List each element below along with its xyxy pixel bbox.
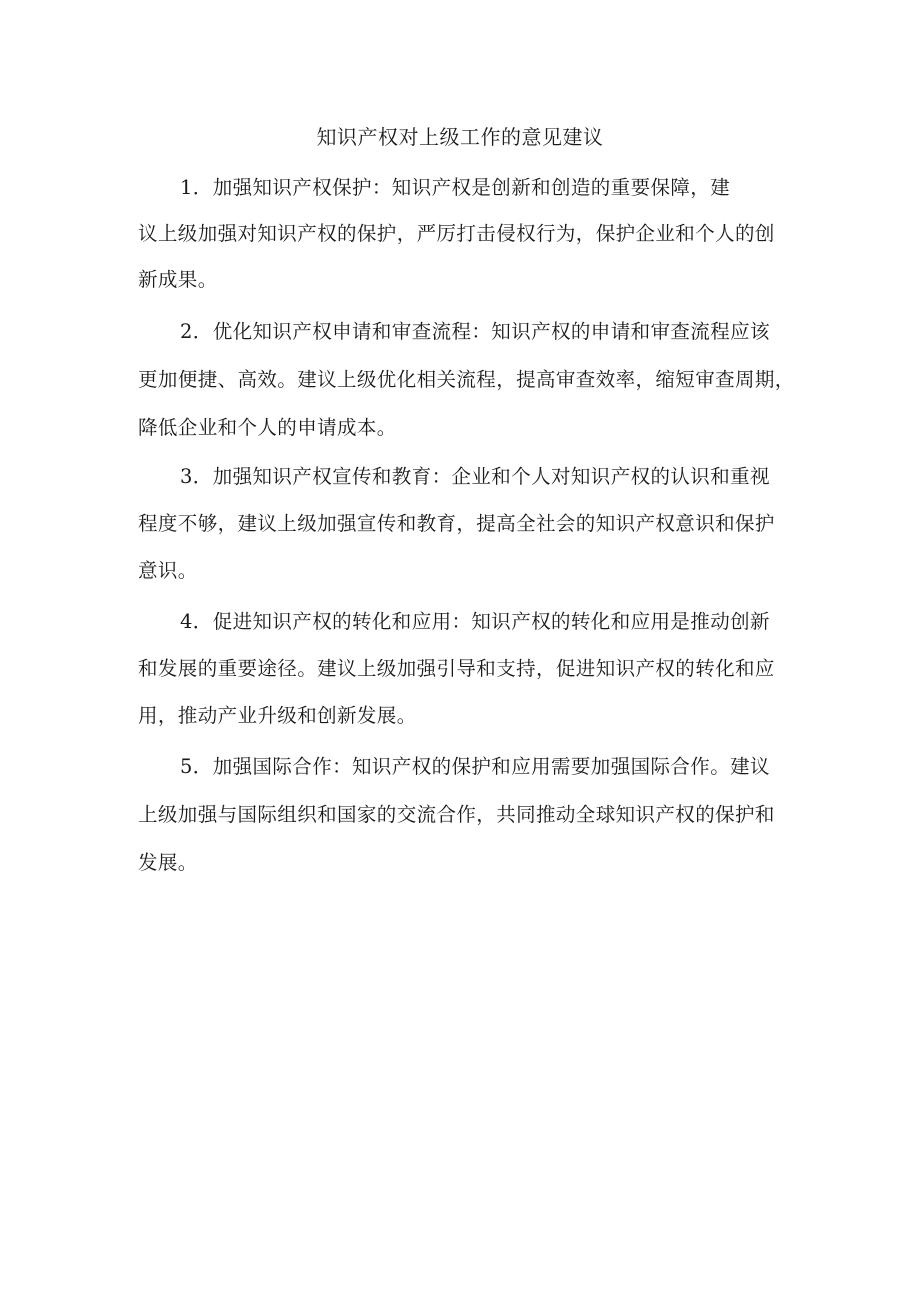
page-title: 知识产权对上级工作的意见建议 — [316, 125, 604, 149]
paragraph-line: 发展。 — [138, 851, 198, 874]
paragraph-line: 1．加强知识产权保护：知识产权是创新和创造的重要保障，建 — [180, 176, 731, 199]
paragraph-line: 议上级加强对知识产权的保护，严厉打击侵权行为，保护企业和个人的创 — [138, 222, 775, 245]
paragraph-line: 降低企业和个人的申请成本。 — [138, 416, 397, 439]
paragraph-line: 用，推动产业升级和创新发展。 — [138, 704, 417, 727]
paragraph-line: 上级加强与国际组织和国家的交流合作，共同推动全球知识产权的保护和 — [138, 803, 775, 826]
paragraph-line: 5．加强国际合作：知识产权的保护和应用需要加强国际合作。建议 — [180, 755, 770, 778]
paragraph-line: 程度不够，建议上级加强宣传和教育，提高全社会的知识产权意识和保护 — [138, 512, 775, 535]
paragraph-line: 和发展的重要途径。建议上级加强引导和支持，促进知识产权的转化和应 — [138, 657, 775, 680]
paragraph-line: 2．优化知识产权申请和审查流程：知识产权的申请和审查流程应该 — [180, 320, 770, 343]
paragraph-line: 意识。 — [138, 559, 198, 582]
paragraph-line: 更加便捷、高效。建议上级优化相关流程，提高审查效率，缩短审查周期， — [138, 368, 795, 391]
paragraph-line: 3．加强知识产权宣传和教育：企业和个人对知识产权的认识和重视 — [180, 465, 770, 488]
paragraph-line: 4．促进知识产权的转化和应用：知识产权的转化和应用是推动创新 — [180, 610, 770, 633]
paragraph-line: 新成果。 — [138, 268, 218, 291]
